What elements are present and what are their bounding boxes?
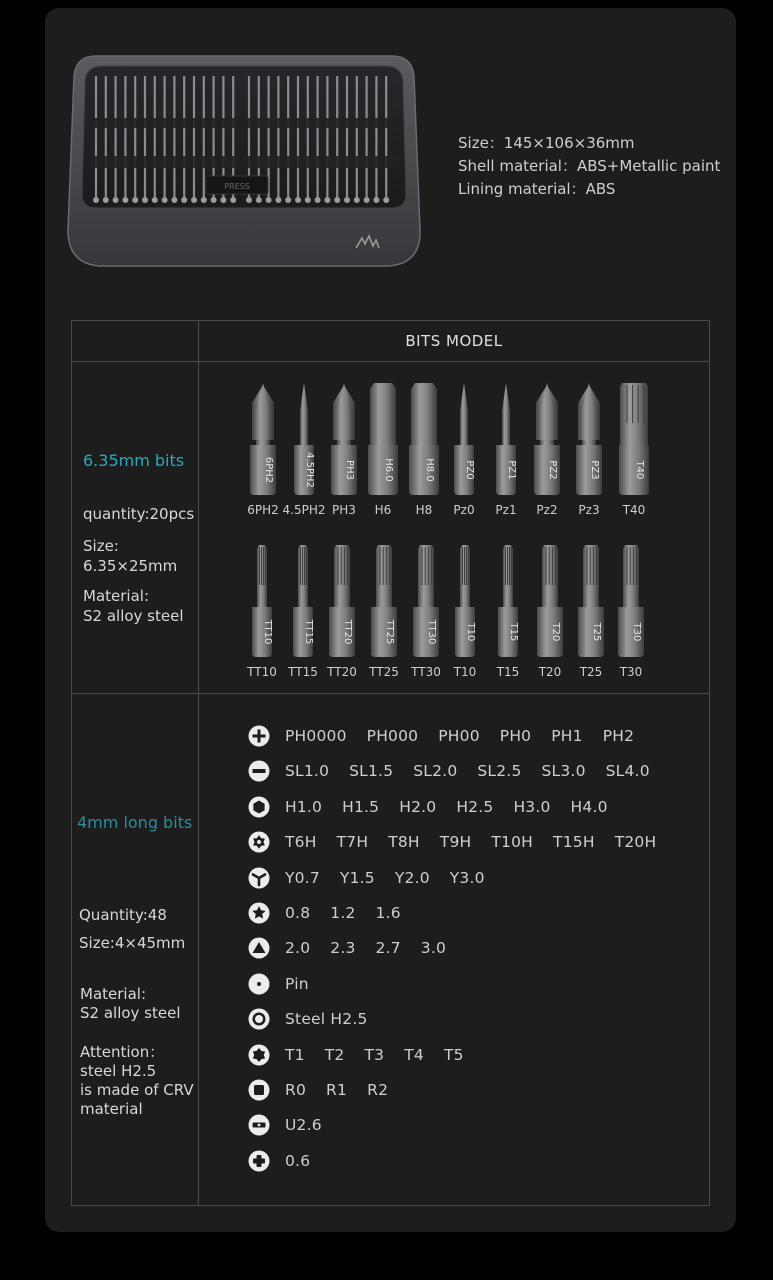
bit-size-value: 1.2 [330,904,356,922]
bit-size-value: SL4.0 [605,762,650,781]
torx-security-icon [248,831,270,853]
bit-size-value: T2 [324,1045,345,1064]
long-bits-row [248,1078,408,1102]
bit-size-value: 3.0 [420,939,447,958]
row1-bit-label-0: 6PH2 [247,503,279,517]
tri-wing-icon [248,867,270,889]
bit-size-value: T4 [404,1045,424,1064]
spec-size: Size：145×106×36mm [458,134,635,152]
cross-icon [248,1150,270,1172]
torx-icon [248,1044,270,1066]
bit-size-value: PH1 [551,727,583,745]
row1-bit-engraving-3: H6.0 [383,458,394,482]
row1-bit-6 [495,383,517,517]
row1-bit-engraving-9: T40 [634,460,645,480]
section1-quantity: quantity:20pcs [83,505,195,523]
row2-bit-label-3: TT25 [369,665,399,679]
attention-line-2: steel H2.5 [80,1062,157,1080]
row2-bit-7 [537,545,563,679]
row2-bit-label-9: T30 [619,665,643,679]
row1-bit-label-6: Pz1 [495,503,517,517]
bit-size-value: SL1.5 [349,762,394,781]
ring-icon [248,1008,270,1030]
bit-size-value: 0.8 [285,904,311,922]
long-bits-row [248,972,329,996]
phillips-icon [248,725,270,747]
bit-size-value: T1 [285,1045,305,1064]
section1-size-value: 6.35×25mm [83,557,178,575]
row2-bit-1 [287,545,318,679]
row2-bit-engraving-6: T15 [508,622,519,642]
bit-size-value: U2.6 [285,1116,322,1135]
row2-bit-label-5: T10 [453,665,477,679]
bit-size-value: T9H [439,833,472,852]
row1-bit-2 [331,383,357,517]
row1-bit-label-1: 4.5PH2 [282,503,326,517]
square-icon [248,1079,270,1101]
bit-size-value: H2.0 [399,797,437,816]
section1-size-label: Size: [83,537,119,555]
bit-size-value: SL1.0 [285,762,330,781]
pentalobe-icon [248,902,270,924]
long-bits-row [248,866,505,890]
long-bits-row [248,795,628,819]
bit-size-value: Y3.0 [449,868,485,887]
row2-bit-engraving-4: TT30 [426,619,437,645]
row2-bit-6 [496,545,520,679]
bits-illustration [240,375,660,685]
row1-bit-7 [534,383,560,517]
bit-size-value: T15H [553,833,595,852]
row1-bit-label-3: H6 [374,503,392,517]
bit-size-value: R1 [326,1081,348,1099]
table-row-divider [71,693,710,694]
section1-title: 6.35mm bits [83,451,185,470]
bit-size-value: H1.5 [342,797,380,816]
bit-size-value: Y1.5 [339,868,375,887]
long-bits-row [248,830,676,854]
bit-size-value: 0.6 [285,1151,311,1170]
row2-bit-4 [410,545,441,679]
row1-bit-5 [453,383,475,517]
pin-icon [248,973,270,995]
row2-bit-0 [246,545,277,679]
bit-size-value: H1.0 [285,797,323,816]
row2-bit-label-2: TT20 [327,665,357,679]
long-bits-row [248,1007,388,1031]
bit-size-value: SL2.5 [477,762,522,781]
spec-shell-material: Shell material：ABS+Metallic paint [458,157,721,175]
triangle-icon [248,937,270,959]
row1-bit-4 [409,383,439,517]
section2-material-value: S2 alloy steel [80,1004,181,1022]
section2-material-label: Material: [80,985,146,1003]
row2-bit-engraving-7: T20 [550,622,561,642]
bit-size-value: PH0 [499,727,532,745]
hex-icon [248,796,270,818]
row2-bit-engraving-0: TT10 [262,619,273,645]
row1-bit-engraving-0: 6PH2 [263,456,274,484]
row2-bit-3 [368,545,399,679]
bit-size-value: T6H [285,833,317,852]
bit-case-image [66,52,422,270]
section2-title: 4mm long bits [77,813,193,832]
row1-bit-engraving-6: PZ1 [506,460,517,480]
bit-size-value: T8H [388,833,420,852]
case-specs [458,132,720,201]
bit-size-value: Y0.7 [285,868,320,887]
bit-size-value: R2 [367,1081,389,1099]
row1-bit-0 [247,383,279,517]
bit-size-value: T10H [491,833,534,852]
bit-size-value: R0 [285,1081,307,1099]
row2-bit-label-0: TT10 [247,665,277,679]
row2-bit-2 [326,545,357,679]
row2-bit-label-7: T20 [538,665,562,679]
bit-size-value: T7H [336,833,369,852]
bit-size-value: H4.0 [570,797,608,816]
table-header: BITS MODEL [405,332,503,350]
long-bits-row [248,901,421,925]
bit-size-value: H2.5 [456,797,494,816]
row2-bit-engraving-3: TT25 [384,619,395,645]
row1-bit-engraving-8: PZ3 [589,460,600,480]
bit-size-value: Pin [285,974,309,993]
long-bits-row [248,1043,484,1067]
row1-bit-engraving-2: PH3 [344,460,355,480]
row2-bit-5 [453,545,477,679]
press-logo: PRESS [224,182,250,191]
bit-size-value: 1.6 [375,904,401,922]
long-bits-row [248,724,654,748]
row2-bit-label-4: TT30 [411,665,441,679]
row2-bit-8 [578,545,604,679]
u-shape-icon [248,1114,270,1136]
attention-line-1: Attention： [80,1043,165,1061]
row1-bit-3 [368,383,398,517]
table-divider [198,320,199,1206]
attention-line-3: is made of CRV [80,1081,194,1099]
section1-material-label: Material: [83,587,149,605]
row1-bit-engraving-5: PZ0 [464,460,475,480]
row2-bit-engraving-2: TT20 [342,619,353,645]
row1-bit-label-9: T40 [622,503,646,517]
table-header-divider [71,361,710,362]
row1-bit-label-5: Pz0 [453,503,475,517]
row1-bit-engraving-4: H8.0 [424,458,435,482]
row1-bit-9 [619,383,649,517]
section1-material-value: S2 alloy steel [83,607,184,625]
slotted-icon [248,760,270,782]
bit-size-value: Y2.0 [394,868,430,887]
bit-size-value: Steel H2.5 [285,1010,368,1029]
row1-bit-label-2: PH3 [332,503,356,517]
row1-bit-engraving-1: 4.5PH2 [304,452,315,488]
row2-bit-label-1: TT15 [288,665,318,679]
bit-size-value: 2.3 [330,939,356,958]
section2-quantity: Quantity:48 [79,906,167,924]
bit-size-value: PH0000 [285,727,347,745]
section2-size: Size:4×45mm [79,934,186,952]
attention-line-4: material [80,1100,143,1118]
bit-size-value: PH000 [366,727,419,745]
bit-size-value: PH2 [602,727,635,745]
long-bits-row [248,936,466,960]
row1-bit-8 [576,383,602,517]
bit-size-value: 2.0 [285,939,311,958]
row1-bit-1 [283,383,326,517]
row2-bit-label-8: T25 [579,665,603,679]
row2-bit-engraving-8: T25 [591,622,602,642]
row2-bit-engraving-5: T10 [465,622,476,642]
spec-lining-material: Lining material：ABS [458,180,616,198]
long-bits-row [248,1149,330,1173]
bit-size-value: T5 [443,1045,464,1064]
row2-bit-engraving-1: TT15 [303,619,314,645]
bit-size-value: SL2.0 [413,762,458,781]
long-bits-row [248,1113,342,1137]
row2-bit-engraving-9: T30 [631,622,642,642]
bit-size-value: T3 [364,1045,385,1064]
bit-size-value: PH00 [438,727,480,745]
row1-bit-label-7: Pz2 [536,503,558,517]
bit-size-value: H3.0 [513,797,551,816]
row2-bit-label-6: T15 [496,665,520,679]
bit-size-value: 2.7 [375,939,401,958]
long-bits-row [248,759,670,783]
row1-bit-label-4: H8 [415,503,433,517]
row1-bit-label-8: Pz3 [578,503,600,517]
bit-size-value: SL3.0 [541,762,586,781]
bit-size-value: T20H [614,833,657,852]
row1-bit-engraving-7: PZ2 [547,460,558,480]
row2-bit-9 [618,545,644,679]
